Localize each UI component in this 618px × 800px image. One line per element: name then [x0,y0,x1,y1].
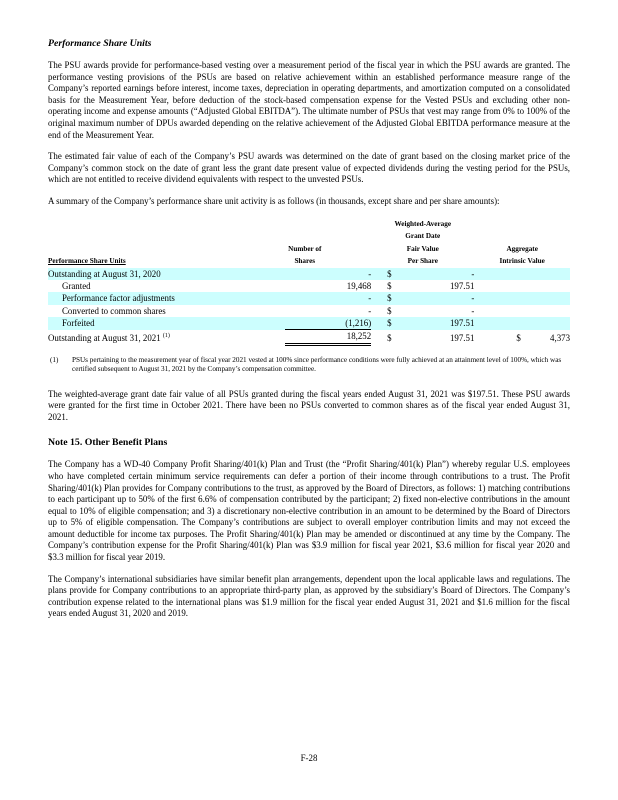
row-shares: - [238,268,371,280]
table-row [48,305,570,317]
row-dollar: $ [371,292,404,304]
document-page [48,38,570,630]
footnote-text: PSUs pertaining to the measurement year of fiscal year 2021 vested at 100% since performance conditions were fully achieved at an attainment level of 100%, which was certified subsequent to August 31, 2021 by the Company’s compensation committee. [72,355,562,374]
fair-header-line1: Weighted-Average [394,219,452,228]
note15-paragraph-1: The Company has a WD-40 Company Profit Sharing/401(k) Plan and Trust (the “Profit Sharing/401(k) Plan”) whereby regular U.S. employees who have completed certain minimum service requirements can defer a portion of their income through contributions to a trust. The Profit Sharing/401(k) Plan provides for Company contributions to the trust, as approved by the Board of Directors, as follows: 1) matching contributions to each participant up to 50% of the first 6.6% of compensation contributed by the participant; 2) fixed non-elective contributions in the amount equal to 10% of eligible compensation; and 3) a discretionary non-elective contribution in an amount to be determined by the Board of Directors up to 5% of eligible compensation. The Company’s contributions are subject to overall employer contribution limits and may not exceed the amount deductible for income tax purposes. The Profit Sharing/401(k) Plan may be amended or discontinued at any time by the Company. The Company’s contribution expense for the Profit Sharing/401(k) Plan was $3.9 million for fiscal year 2021, $3.6 million for fiscal year 2020 and $3.3 million for fiscal year 2019. [48,459,570,563]
row-dollar: $ [387,332,392,343]
fair-header-line4: Per Share [407,257,438,266]
table-row [48,330,570,346]
psu-paragraph-3: A summary of the Company’s performance share unit activity is as follows (in thousands, except share and per share amounts): [48,195,500,206]
row-shares: - [238,292,371,304]
row-dollar: $ [387,281,392,292]
row-fair-value: 197.51 [449,281,475,292]
row-shares: 18,252 [285,330,371,346]
row-fair-value: - [404,292,474,304]
row-label: Outstanding at August 31, 2021 [48,332,161,343]
table-row [48,268,570,280]
label-column-header: Performance Share Units [48,257,126,266]
aggr-header-line1: Aggregate [506,244,538,253]
shares-header-line2: Shares [294,257,316,266]
psu-paragraph-4: The weighted-average grant date fair value of all PSUs granted during the fiscal years ended August 31, 2021 was $197.51. These PSU awards were granted for the first time in October 2021. There have been no PSUs converted to common shares as of the fiscal year ended August 31, 2021. [48,388,570,422]
row-dollar: $ [387,305,392,316]
fair-header-line3: Fair Value [406,244,439,253]
row-label: Forfeited [48,317,238,330]
psu-activity-table [48,218,570,346]
row-shares: - [368,305,372,316]
row-label: Outstanding at August 31, 2020 [48,268,238,280]
row-dollar: $ [371,317,404,330]
aggr-header-line2: Intrinsic Value [499,257,545,266]
row-label: Performance factor adjustments [48,292,238,304]
row-fair-value: 197.51 [449,332,475,343]
row-shares: 19,468 [346,281,372,292]
psu-paragraph-2: The estimated fair value of each of the Company’s PSU awards was determined on the date of grant based on the closing market price of the Company’s common stock on the date of grant less the grant date present value of expected dividends during the vesting period for the PSUs, which are not entitled to receive dividend equivalents with respect to the unvested PSUs. [48,151,570,185]
row-fair-value: - [404,268,474,280]
table-row [48,292,570,304]
row-dollar: $ [371,268,404,280]
row-dollar-aggregate: $ [516,332,521,343]
page-number: F-28 [300,753,318,763]
table-footnote [48,356,570,375]
row-aggregate-value: 4,373 [550,332,570,343]
note15-paragraph-2: The Company’s international subsidiaries have similar benefit plan arrangements, dependent upon the local applicable laws and regulations. The plans provide for Company contributions to an appropriate third-party plan, as approved by the subsidiary’s Board of Directors. The Company’s contribution expense related to the international plans was $1.9 million for the fiscal year ended August 31, 2021 and $1.6 million for the fiscal years ended August 31, 2020 and 2019. [48,573,570,619]
table-row [48,317,570,330]
footnote-number: (1) [50,355,59,364]
row-label: Granted [62,281,91,292]
shares-header-line1: Number of [288,244,322,253]
psu-paragraph-1: The PSU awards provide for performance-based vesting over a measurement period of the fiscal year in which the PSU awards are granted. The performance vesting provisions of the PSUs are based on relative achievement within an established performance measure range of the Company’s reported earnings before interest, income taxes, depreciation in operating departments, and amortization computed on a consolidated basis for the Measurement Year, before deduction of the stock-based compensation expense for the Vested PSUs and excluding other non-operating income and expense amounts (“Adjusted Global EBITDA”). The ultimate number of PSUs that vest may range from 0% to 100% of the original maximum number of DPUs awarded depending on the relative achievement of the Adjusted Global EBITDA performance measure at the end of the Measurement Year. [48,60,570,140]
table-row [48,280,570,292]
row-fair-value: 197.51 [404,317,474,330]
fair-header-line2: Grant Date [405,232,441,241]
row-label: Converted to common shares [62,305,166,316]
row-shares: (1,216) [285,318,371,330]
note15-heading: Note 15. Other Benefit Plans [48,437,168,449]
psu-heading: Performance Share Units [48,38,152,49]
row-fair-value: - [471,305,475,316]
footnote-marker: (1) [162,332,170,339]
